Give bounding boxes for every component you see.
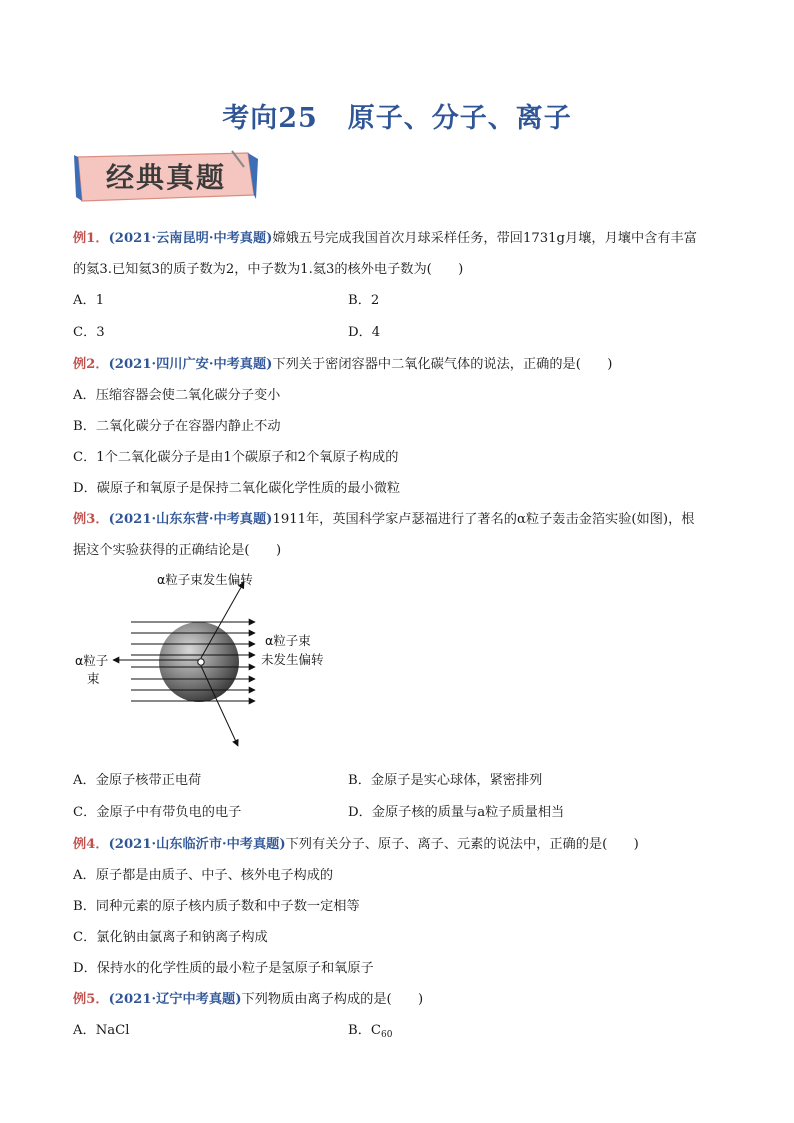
question-label: 例1． [73,231,109,246]
option-b[interactable]: B．同种元素的原子核内质子数和中子数一定相等 [73,899,360,914]
question-4-stem [73,829,723,860]
question-source: (2021·山东东营·中考真题) [108,512,273,527]
question-2 [73,349,723,504]
option-b[interactable] [348,1015,623,1047]
question-1 [73,223,723,349]
option-d[interactable]: D．碳原子和氧原子是保持二氧化碳化学性质的最小微粒 [73,481,401,496]
option-d[interactable]: D．金原子核的质量与a粒子质量相当 [348,805,565,820]
option-a[interactable]: A．压缩容器会使二氧化碳分子变小 [73,388,281,403]
question-source: (2021·四川广安·中考真题) [108,357,273,372]
label-beam-1: α粒子 [75,653,109,668]
option-a[interactable]: A．原子都是由质子、中子、核外电子构成的 [73,868,334,883]
section-banner [72,147,262,205]
option-a[interactable]: A．金原子核带正电荷 [73,773,202,788]
question-label: 例4． [73,837,109,852]
question-1-stem [73,223,723,254]
option-row [73,285,723,317]
question-list [73,223,723,1047]
question-stem-line1: 下列关于密闭容器中二氧化碳气体的说法，正确的是( ) [272,357,613,372]
nucleus [198,659,204,665]
label-undeflected-1: α粒子束 [265,633,311,648]
option-c[interactable]: C．1个二氧化碳分子是由1个碳原子和2个氧原子构成的 [73,450,399,465]
question-3-stem [73,504,723,535]
option-b-subscript: 60 [380,1030,393,1040]
question-stem-line1: 下列有关分子、原子、离子、元素的说法中，正确的是( ) [285,837,639,852]
question-1-stem-2: 的氦3.已知氦3的质子数为2，中子数为1.氦3的核外电子数为( ) [73,262,464,277]
question-label: 例3． [73,512,109,527]
label-beam-2: 束 [87,671,100,686]
option-b[interactable]: B．金原子是实心球体，紧密排列 [348,773,543,788]
option-c[interactable]: C．氯化钠由氯离子和钠离子构成 [73,930,268,945]
option-c[interactable]: C．3 [73,325,105,340]
option-row [73,317,723,349]
option-b[interactable]: B．二氧化碳分子在容器内静止不动 [73,419,281,434]
option-a[interactable]: A．1 [73,293,105,308]
question-source: (2021·云南昆明·中考真题) [108,231,273,246]
option-a[interactable]: A．NaCl [73,1023,130,1038]
option-b[interactable]: B．2 [348,293,380,308]
label-undeflected-2: 未发生偏转 [261,652,324,667]
option-c[interactable]: C．金原子中有带负电的电子 [73,805,242,820]
option-row [73,765,723,797]
title-prefix: 考向25 [222,103,318,134]
question-5 [73,984,723,1047]
question-stem-line1: 1911年，英国科学家卢瑟福进行了著名的α粒子轰击金箔实验(如图)，根 [272,512,695,527]
question-3 [73,504,723,829]
option-row [73,1015,723,1047]
title-main: 原子、分子、离子 [347,103,572,134]
scattering-figure [73,570,723,765]
label-deflected: α粒子束发生偏转 [157,572,253,587]
option-d[interactable]: D．4 [348,325,381,340]
question-3-stem-2: 据这个实验获得的正确结论是( ) [73,543,282,558]
question-source: (2021·辽宁中考真题) [108,992,242,1007]
banner-text: 经典真题 [105,161,227,194]
question-5-stem [73,984,723,1015]
question-stem-line1: 嫦娥五号完成我国首次月球采样任务，带回1731g月壤，月壤中含有丰富 [272,231,697,246]
rutherford-diagram [73,570,723,765]
question-stem-line1: 下列物质由离子构成的是( ) [241,992,424,1007]
question-source: (2021·山东临沂市·中考真题) [108,837,286,852]
option-d[interactable]: D．保持水的化学性质的最小粒子是氢原子和氧原子 [73,961,374,976]
question-2-stem [73,349,723,380]
banner-shape [72,147,262,205]
question-4 [73,829,723,984]
question-label: 例2． [73,357,109,372]
option-row [73,797,723,829]
page-title [0,96,794,135]
option-b-text: B．C [348,1023,381,1038]
question-label: 例5． [73,992,109,1007]
